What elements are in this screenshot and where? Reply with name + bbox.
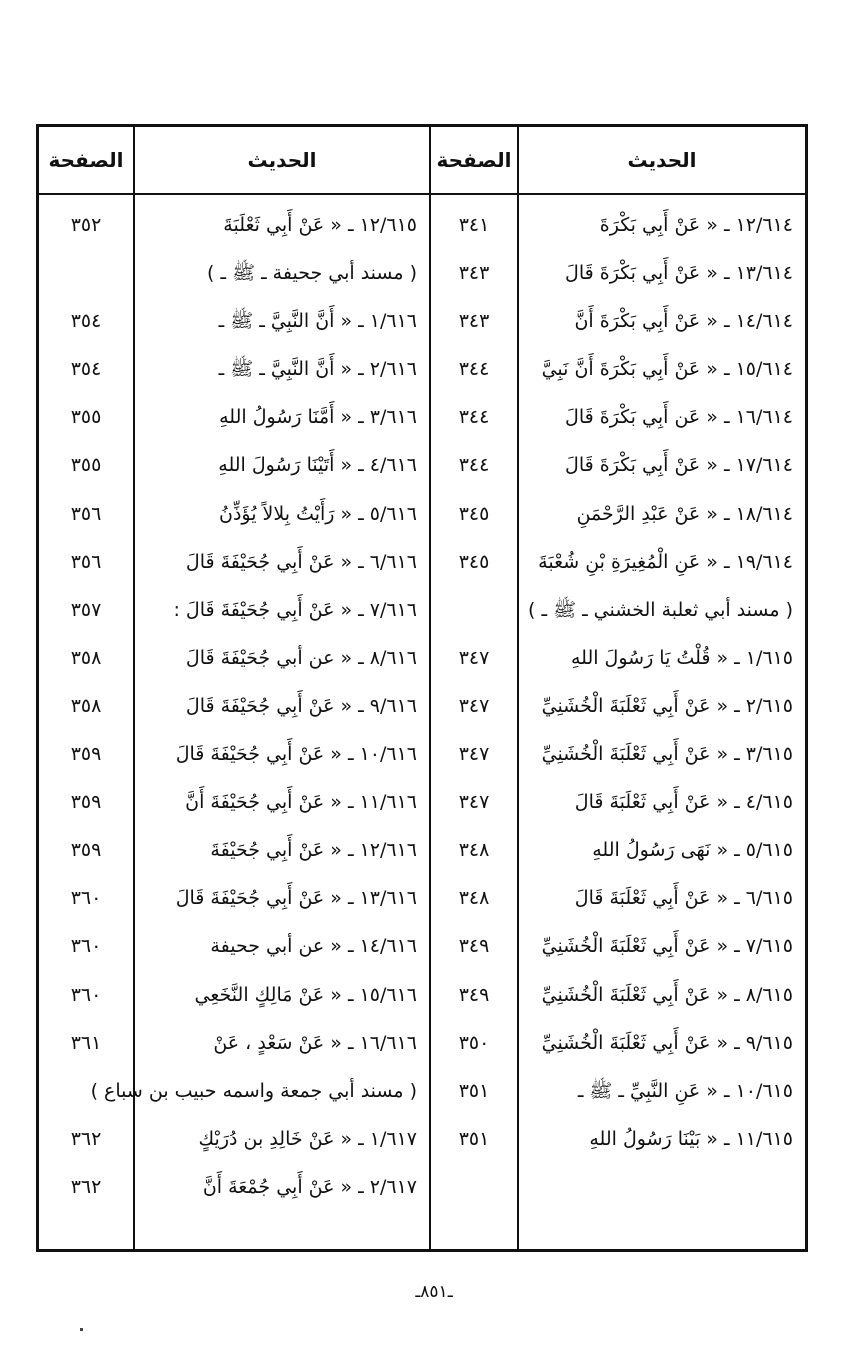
hadith-entry: ١١/٦١٥ ـ « بَيْنَا رَسُولُ اللهِ bbox=[589, 1127, 793, 1150]
hadith-entry: ١٥/٦١٦ ـ « عَنْ مَالِكٍ النَّخَعِي bbox=[194, 983, 417, 1006]
hadith-entry: ١٥/٦١٤ ـ « عَنْ أَبِي بَكْرَةَ أَنَّ نَبِيَّ bbox=[541, 358, 793, 381]
page-reference: ٣٤٧ bbox=[458, 743, 490, 766]
hadith-entry: ٧/٦١٥ ـ « عَنْ أَبِي ثَعْلَبَةَ الْخُشَنِيِّ bbox=[541, 935, 793, 958]
hadith-entry: ٨/٦١٦ ـ « عن أبي جُحَيْفَةَ قَالَ bbox=[185, 646, 417, 669]
page-reference: ٣٥٤ bbox=[70, 310, 102, 333]
page-reference: ٣٥٩ bbox=[70, 791, 102, 814]
hadith-entry: ٣/٦١٥ ـ « عَنْ أَبِي ثَعْلَبَةَ الْخُشَنِيِّ bbox=[541, 743, 793, 766]
section-heading: ( مسند أبي ثعلبة الخشني ـ ﷺ ـ ) bbox=[528, 598, 793, 621]
left-hadith-list bbox=[90, 201, 429, 1211]
page-reference: ٣٥٨ bbox=[70, 694, 102, 717]
hadith-entry: ٤/٦١٥ ـ « عَنْ أَبِي ثَعْلَبَةَ قَالَ bbox=[574, 791, 793, 814]
page-reference: ٣٥١ bbox=[458, 1127, 490, 1150]
hadith-entry: ٢/٦١٧ ـ « عَنْ أَبِي جُمْعَةَ أَنَّ bbox=[202, 1175, 417, 1198]
page-reference bbox=[431, 586, 517, 634]
hadith-entry: ١٦/٦١٦ ـ « عَنْ سَعْدٍ ، عَنْ bbox=[213, 1031, 417, 1054]
hadith-entry: ١/٦١٦ ـ « أَنَّ النَّبِيَّ ـ ﷺ ـ bbox=[218, 310, 417, 333]
page-reference: ٣٤٤ bbox=[458, 454, 490, 477]
hadith-entry: ٧/٦١٦ ـ « عَنْ أَبِي جُحَيْفَةَ قَالَ : bbox=[173, 598, 417, 621]
page-reference: ٣٤١ bbox=[458, 214, 490, 236]
page-reference: ٣٤٨ bbox=[458, 839, 490, 862]
hadith-entry: ٦/٦١٥ ـ « عَنْ أَبِي ثَعْلَبَةَ قَالَ bbox=[574, 887, 793, 910]
left-page-column bbox=[39, 127, 135, 1249]
hadith-entry: ١٨/٦١٤ ـ « عَنْ عَبْدِ الرَّحْمَنِ bbox=[576, 502, 793, 525]
right-hadith-column bbox=[519, 127, 805, 1249]
hadith-entry: ١١/٦١٦ ـ « عَنْ أَبِي جُحَيْفَةَ أَنَّ bbox=[185, 791, 417, 814]
page-reference: ٣٤٧ bbox=[458, 791, 490, 814]
page-reference bbox=[39, 249, 133, 297]
page-reference: ٣٤٥ bbox=[458, 550, 490, 573]
hadith-entry: ١٠/٦١٦ ـ « عَنْ أَبِي جُحَيْفَةَ قَالَ bbox=[175, 743, 417, 766]
hadith-entry: ١٢/٦١٤ ـ « عَنْ أَبِي بَكْرَةَ bbox=[599, 214, 793, 236]
section-heading: ( مسند أبي جمعة واسمه حبيب بن سباع ) bbox=[90, 1079, 417, 1102]
page-reference: ٣٤٧ bbox=[458, 646, 490, 669]
hadith-entry: ١٦/٦١٤ ـ « عَن أَبِي بَكْرَةَ قَالَ bbox=[565, 406, 793, 429]
hadith-entry: ١٠/٦١٥ ـ « عَنِ النَّبِيِّ ـ ﷺ ـ bbox=[577, 1079, 793, 1102]
header-divider bbox=[39, 193, 805, 195]
hadith-entry: ٥/٦١٥ ـ « نَهَى رَسُولُ اللهِ bbox=[592, 839, 793, 862]
page-reference: ٣٥٤ bbox=[70, 358, 102, 381]
page-reference: ٣٥١ bbox=[458, 1079, 490, 1102]
page-number: ـ٨٥١ـ bbox=[415, 1282, 453, 1302]
hadith-entry: ١/٦١٥ ـ « قُلْتُ يَا رَسُولَ اللهِ bbox=[570, 646, 793, 669]
hadith-entry: ٦/٦١٦ ـ « عَنْ أَبِي جُحَيْفَةَ قَالَ bbox=[185, 550, 417, 573]
hadith-entry: ١٩/٦١٤ ـ « عَنِ الْمُغِيرَةِ بْنِ شُعْبَةَ bbox=[538, 550, 793, 573]
page-reference: ٣٥٢ bbox=[70, 214, 102, 236]
page-reference: ٣٦٢ bbox=[70, 1127, 102, 1150]
page-reference: ٣٥٥ bbox=[70, 406, 102, 429]
page-reference: ٣٤٩ bbox=[458, 935, 490, 958]
left-hadith-column bbox=[90, 127, 431, 1249]
right-page-column bbox=[431, 127, 519, 1249]
index-table bbox=[36, 124, 808, 1252]
page-reference: ٣٤٨ bbox=[458, 887, 490, 910]
hadith-entry: ٩/٦١٥ ـ « عَنْ أَبِي ثَعْلَبَةَ الْخُشَنِيِّ bbox=[541, 1031, 793, 1054]
page-reference: ٣٤٤ bbox=[458, 406, 490, 429]
page-reference: ٣٤٩ bbox=[458, 983, 490, 1006]
page-reference: ٣٥٧ bbox=[70, 598, 102, 621]
hadith-entry: ١٤/٦١٦ ـ « عن أبي جحيفة bbox=[210, 935, 417, 958]
hadith-entry: ١٣/٦١٦ ـ « عَنْ أَبِي جُحَيْفَةَ قَالَ bbox=[175, 887, 417, 910]
page-reference: ٣٤٥ bbox=[458, 502, 490, 525]
page-reference bbox=[39, 1067, 133, 1115]
hadith-entry: ١/٦١٧ ـ « عَنْ خَالِدِ بن دُرَيْكٍ bbox=[198, 1127, 417, 1150]
hadith-entry: ١٧/٦١٤ ـ « عَنْ أَبِي بَكْرَةَ قَالَ bbox=[565, 454, 793, 477]
hadith-entry: ٤/٦١٦ ـ « أَتَيْنَا رَسُولَ اللهِ bbox=[218, 454, 417, 477]
page-reference: ٣٥٥ bbox=[70, 454, 102, 477]
right-hadith-list bbox=[519, 201, 805, 1163]
hadith-entry: ١٢/٦١٥ ـ « عَنْ أَبِي ثَعْلَبَةَ bbox=[223, 214, 417, 236]
hadith-entry: ٢/٦١٥ ـ « عَنْ أَبِي ثَعْلَبَةَ الْخُشَنِيِّ bbox=[541, 694, 793, 717]
hadith-entry: ٨/٦١٥ ـ « عَنْ أَبِي ثَعْلَبَةَ الْخُشَنِيِّ bbox=[541, 983, 793, 1006]
page-reference: ٣٦٢ bbox=[70, 1175, 102, 1198]
hadith-entry: ٥/٦١٦ ـ « رَأَيْتُ بِلالاً يُؤَذِّنُ bbox=[218, 502, 417, 525]
page-reference: ٣٤٧ bbox=[458, 694, 490, 717]
page-reference: ٣٥٦ bbox=[70, 550, 102, 573]
page-reference: ٣٦٠ bbox=[70, 935, 102, 958]
section-heading: ( مسند أبي جحيفة ـ ﷺ ـ ) bbox=[207, 262, 417, 285]
page-reference: ٣٥٨ bbox=[70, 646, 102, 669]
right-page-header: الصفحة bbox=[436, 148, 512, 172]
page-reference: ٣٥٩ bbox=[70, 839, 102, 862]
hadith-entry: ١٣/٦١٤ ـ « عَنْ أَبِي بَكْرَةَ قَالَ bbox=[565, 262, 793, 285]
hadith-entry: ٣/٦١٦ ـ « أَمَّنَا رَسُولُ اللهِ bbox=[219, 406, 417, 429]
left-page-list bbox=[39, 201, 133, 1211]
hadith-entry: ١٤/٦١٤ ـ « عَنْ أَبِي بَكْرَةَ أَنَّ bbox=[574, 310, 793, 333]
left-hadith-header: الحديث bbox=[247, 148, 317, 172]
page-reference: ٣٥٠ bbox=[458, 1031, 490, 1054]
page-reference: ٣٤٤ bbox=[458, 358, 490, 381]
page-reference: ٣٦١ bbox=[70, 1031, 102, 1054]
page-reference: ٣٦٠ bbox=[70, 887, 102, 910]
page-reference: ٣٤٣ bbox=[458, 310, 490, 333]
page-reference: ٣٥٩ bbox=[70, 743, 102, 766]
right-page-list bbox=[431, 201, 517, 1163]
page-reference: ٣٥٦ bbox=[70, 502, 102, 525]
page-reference: ٣٦٠ bbox=[70, 983, 102, 1006]
page-reference: ٣٤٣ bbox=[458, 262, 490, 285]
right-hadith-header: الحديث bbox=[627, 148, 697, 172]
left-page-header: الصفحة bbox=[48, 148, 124, 172]
hadith-entry: ٢/٦١٦ ـ « أَنَّ النَّبِيَّ ـ ﷺ ـ bbox=[218, 358, 417, 381]
hadith-entry: ٩/٦١٦ ـ « عَنْ أَبِي جُحَيْفَةَ قَالَ bbox=[185, 694, 417, 717]
hadith-entry: ١٢/٦١٦ ـ « عَنْ أَبِي جُحَيْفَةَ bbox=[210, 839, 417, 862]
scan-speck bbox=[80, 1328, 83, 1331]
